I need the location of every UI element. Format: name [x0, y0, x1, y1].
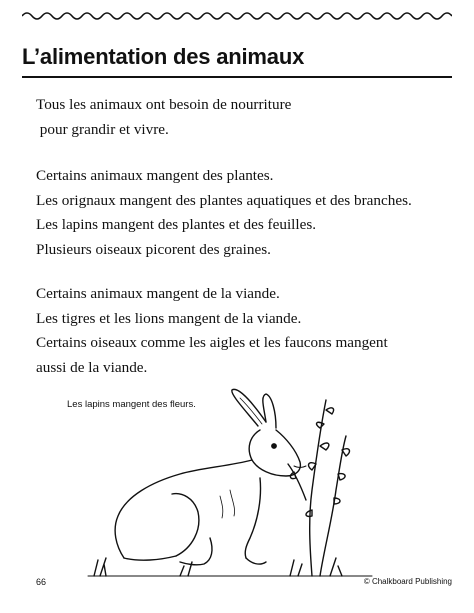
- title-underline: [22, 76, 452, 78]
- rabbit-haunch: [172, 494, 199, 556]
- wavy-border-decoration: [22, 6, 452, 26]
- text-line: Certains animaux mangent des plantes.: [36, 167, 274, 184]
- plant-stem: [288, 464, 306, 500]
- plant-stem: [320, 436, 346, 576]
- paragraph-plants: [36, 164, 412, 262]
- leaf: [320, 443, 329, 450]
- rabbit-illustration: [80, 380, 380, 580]
- page-title: L’alimentation des animaux: [22, 44, 305, 69]
- text-line: Certains animaux mangent de la viande.: [36, 285, 280, 302]
- text-line: Tous les animaux ont besoin de nourriture: [36, 96, 292, 113]
- page-number: 66: [36, 577, 47, 587]
- rabbit-body: [115, 460, 252, 558]
- rabbit-head: [249, 430, 300, 476]
- leaf: [342, 449, 349, 456]
- rabbit-eye: [272, 444, 276, 448]
- rabbit-ear: [263, 394, 276, 428]
- rabbit-foreleg: [246, 558, 266, 564]
- paragraph-intro: [36, 93, 291, 142]
- illustration-caption: Les lapins mangent des fleurs.: [67, 399, 196, 410]
- text-line: aussi de la viande.: [36, 358, 148, 376]
- text-line: Plusieurs oiseaux picorent des graines.: [36, 240, 271, 258]
- text-line: Les orignaux mangent des plantes aquatiques et des branches.: [36, 191, 412, 209]
- text-line: Les lapins mangent des plantes et des feuilles.: [36, 216, 317, 233]
- text-line: Certains oiseaux comme les aigles et les faucons mangent: [36, 334, 388, 351]
- copyright-notice: © Chalkboard Publishing: [363, 577, 452, 586]
- paragraph-meat: [36, 282, 388, 380]
- grass: [290, 558, 342, 576]
- leaf: [326, 408, 334, 414]
- leaf: [317, 422, 324, 428]
- text-line: Les tigres et les lions mangent de la viande.: [36, 309, 302, 327]
- grass: [94, 558, 106, 576]
- leaf: [306, 510, 312, 516]
- text-line: pour grandir et vivre.: [36, 120, 169, 138]
- rabbit-leg: [180, 538, 212, 565]
